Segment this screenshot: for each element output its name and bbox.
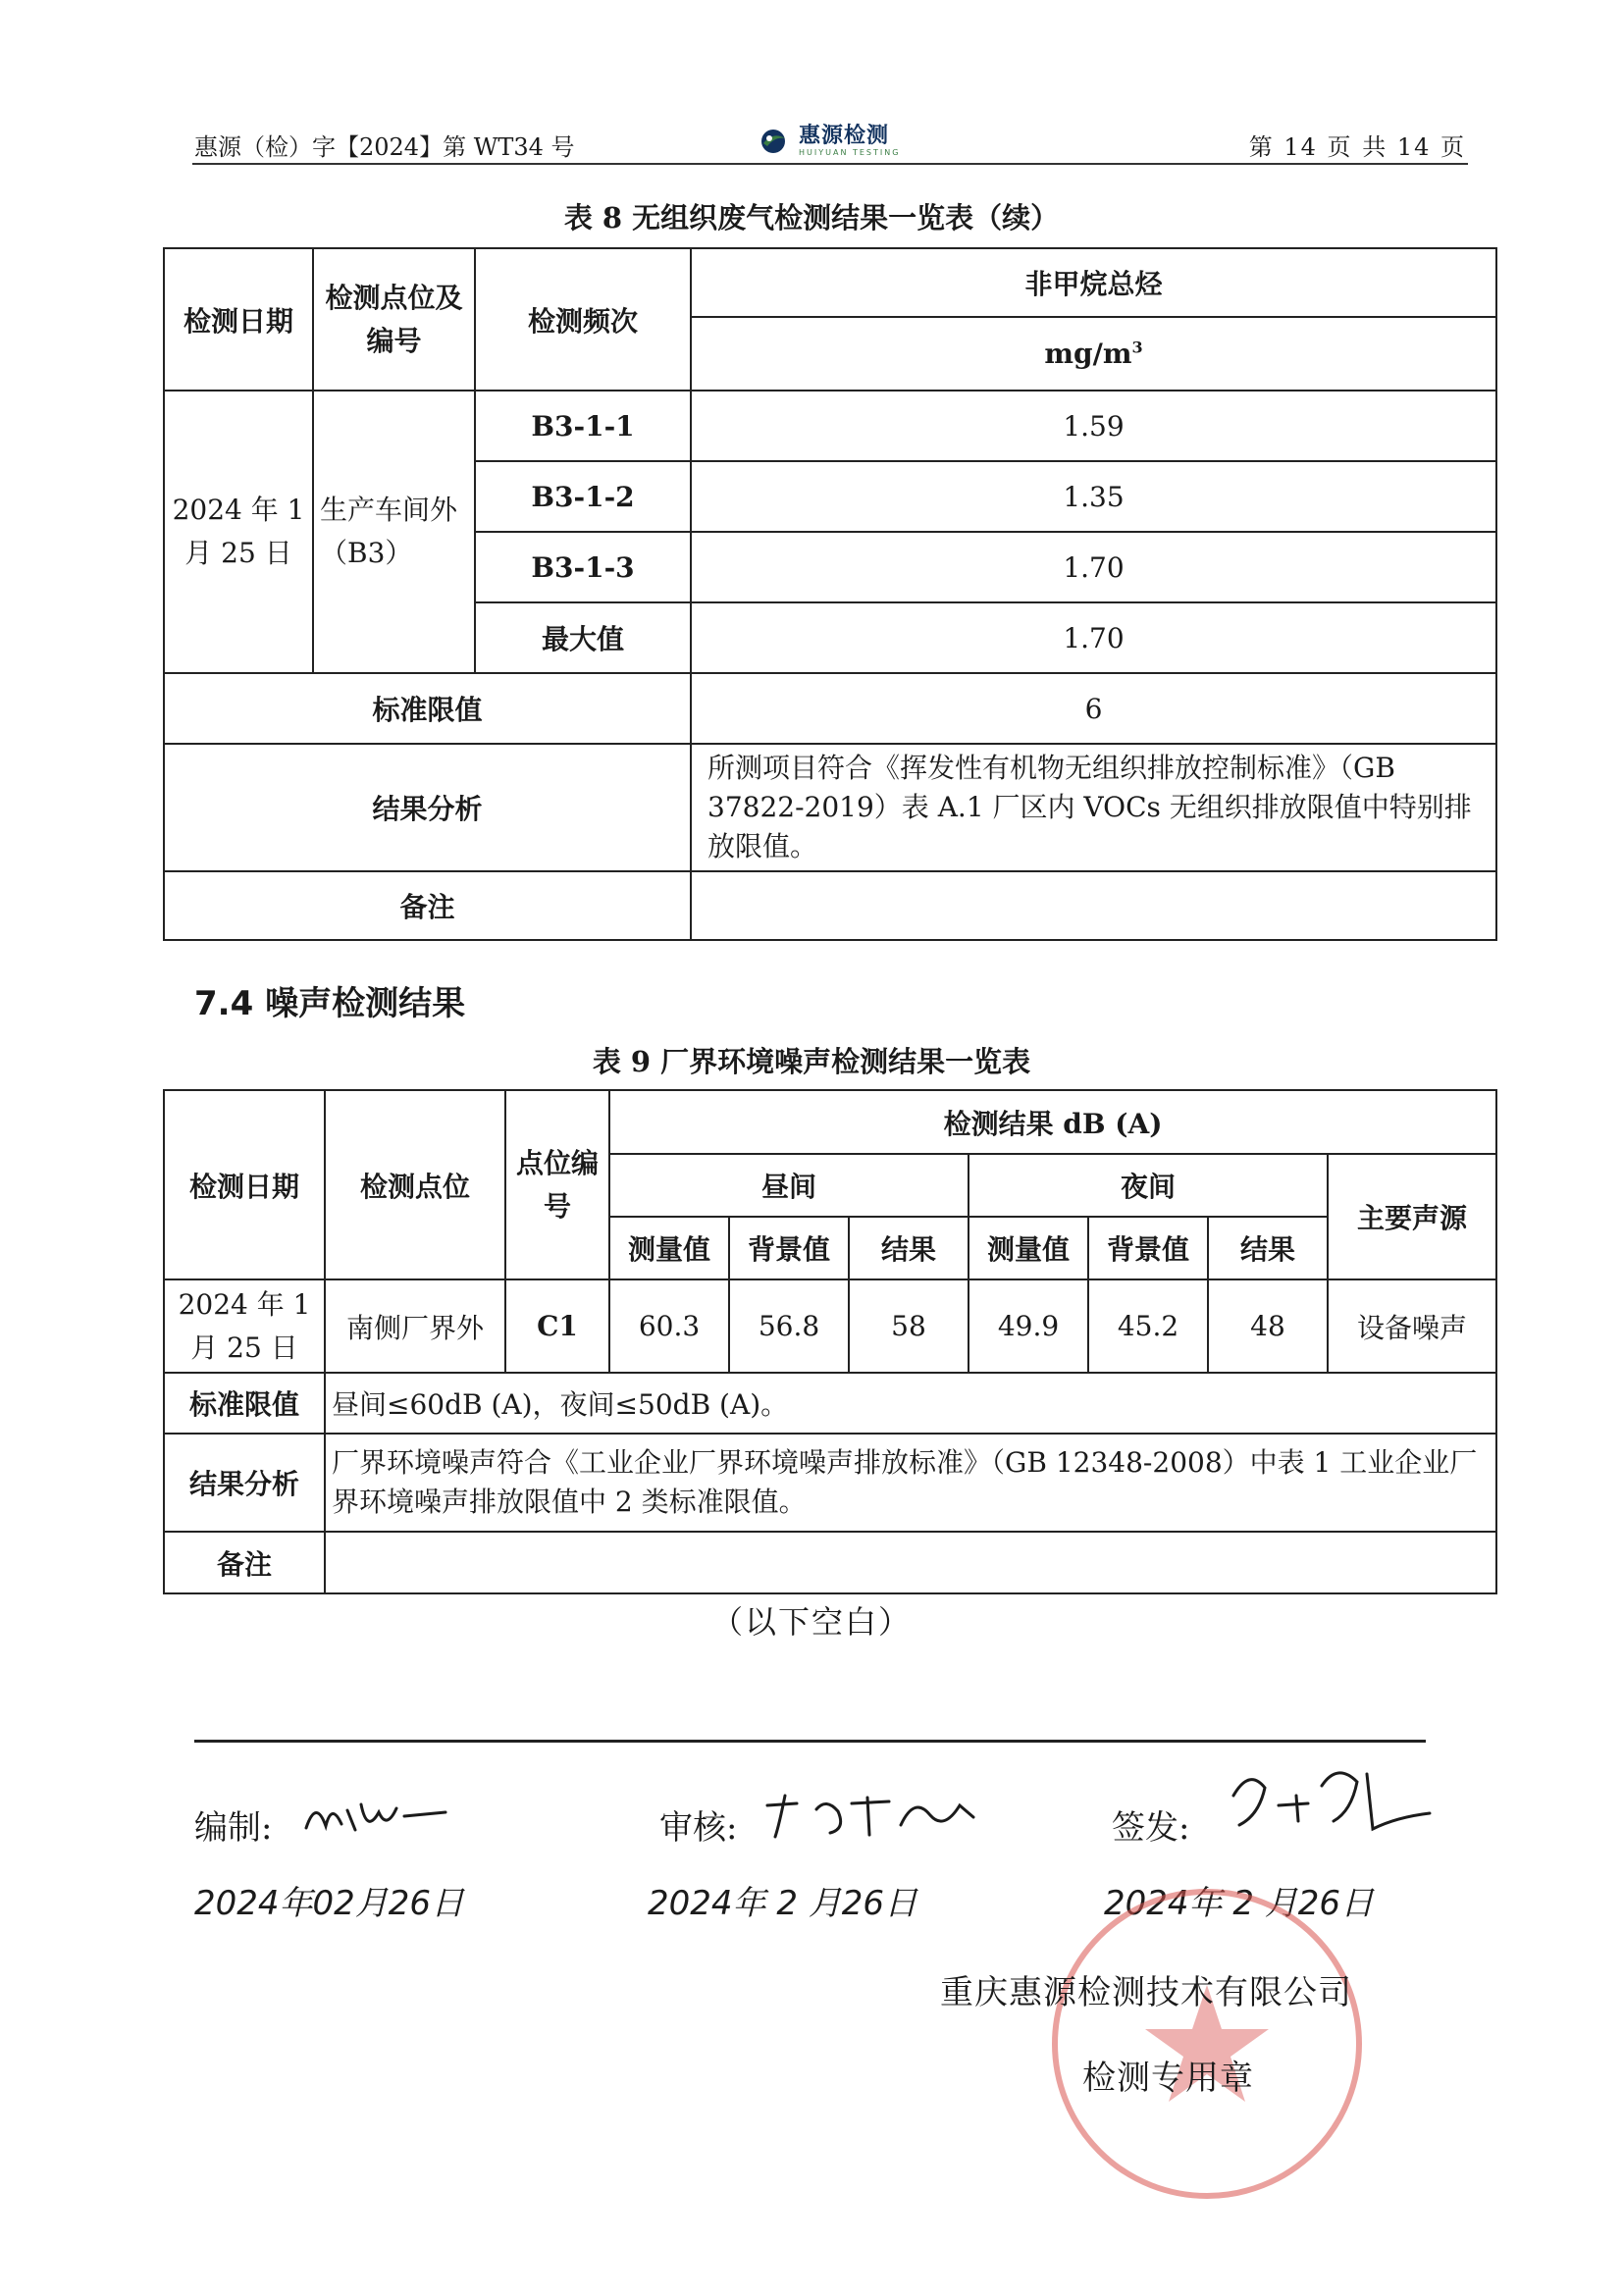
t9-night-measured-h: 测量值 <box>969 1217 1088 1279</box>
t9-day-result: 58 <box>849 1279 969 1373</box>
t9-code: C1 <box>505 1279 609 1373</box>
blank-note: （以下空白） <box>710 1603 912 1641</box>
t8-value-2: 1.35 <box>691 461 1496 532</box>
seal-label: 检测专用章 <box>1082 2059 1254 2098</box>
review-date: 2024年 2 月26日 <box>648 1884 918 1923</box>
t8-col-date: 检测日期 <box>164 248 313 391</box>
table9-caption: 表 9 厂界环境噪声检测结果一览表 <box>592 1045 1031 1078</box>
t9-night-result: 48 <box>1208 1279 1328 1373</box>
t9-night-measured: 49.9 <box>969 1279 1088 1373</box>
t9-col-source: 主要声源 <box>1328 1154 1496 1279</box>
t9-std-label: 标准限值 <box>164 1373 325 1434</box>
section-title: 7.4 噪声检测结果 <box>194 984 466 1023</box>
compile-label: 编制: <box>194 1808 273 1848</box>
t9-night-result-h: 结果 <box>1208 1217 1328 1279</box>
t9-std-value: 昼间≤60dB (A)，夜间≤50dB (A)。 <box>325 1373 1496 1434</box>
t9-col-date: 检测日期 <box>164 1090 325 1279</box>
t8-unit-sup: 3 <box>1131 338 1143 357</box>
t9-col-point: 检测点位 <box>325 1090 505 1279</box>
table8-caption: 表 8 无组织废气检测结果一览表（续） <box>563 201 1060 235</box>
t8-remark-value <box>691 871 1496 940</box>
t9-analysis-label: 结果分析 <box>164 1434 325 1532</box>
compiler-signature <box>302 1791 449 1845</box>
t8-analysis-text: 所测项目符合《挥发性有机物无组织排放控制标准》（GB 37822-2019）表 A.1 厂区内 VOCs 无组织排放限值中特别排放限值。 <box>691 744 1496 871</box>
t9-day-measured-h: 测量值 <box>609 1217 729 1279</box>
t8-value-max: 1.70 <box>691 602 1496 673</box>
t8-freq-3: B3-1-3 <box>475 532 691 602</box>
t9-night-background-h: 背景值 <box>1088 1217 1208 1279</box>
t9-date: 2024 年 1 月 25 日 <box>164 1279 325 1373</box>
table9 <box>163 1089 1497 1594</box>
t9-col-code: 点位编号 <box>505 1090 609 1279</box>
t9-day-background: 56.8 <box>729 1279 849 1373</box>
review-label: 审核: <box>659 1808 738 1848</box>
t8-remark-label: 备注 <box>164 871 691 940</box>
t9-source: 设备噪声 <box>1328 1279 1496 1373</box>
issuer-signature <box>1220 1756 1445 1845</box>
t8-col-point: 检测点位及编号 <box>313 248 475 391</box>
t9-point: 南侧厂界外 <box>325 1279 505 1373</box>
logo-name: 惠源检测 <box>799 124 890 148</box>
company-logo <box>756 126 900 157</box>
t8-point: 生产车间外（B3） <box>313 391 475 673</box>
t9-remark-label: 备注 <box>164 1532 325 1593</box>
report-number: 惠源（检）字【2024】第 WT34 号 <box>194 133 575 161</box>
signature-divider <box>194 1740 1426 1743</box>
t9-remark-value <box>325 1532 1496 1593</box>
t8-analysis-label: 结果分析 <box>164 744 691 871</box>
t8-value-1: 1.59 <box>691 391 1496 461</box>
t9-day-result-h: 结果 <box>849 1217 969 1279</box>
t9-day-measured: 60.3 <box>609 1279 729 1373</box>
company-name: 重庆惠源检测技术有限公司 <box>940 1973 1352 2012</box>
t8-freq-2: B3-1-2 <box>475 461 691 532</box>
t9-night-background: 45.2 <box>1088 1279 1208 1373</box>
logo-icon <box>756 127 791 156</box>
t9-analysis-text: 厂界环境噪声符合《工业企业厂界环境噪声排放标准》（GB 12348-2008）中表 1 工业企业厂界环境噪声排放限值中 2 类标准限值。 <box>325 1434 1496 1532</box>
t8-std-value: 6 <box>691 673 1496 744</box>
t8-col-unit <box>691 317 1496 391</box>
t9-col-result: 检测结果 dB (A) <box>609 1090 1496 1154</box>
table8 <box>163 247 1497 941</box>
header-divider <box>192 163 1468 165</box>
company-seal <box>1045 1882 1369 2206</box>
issue-label: 签发: <box>1112 1808 1190 1848</box>
t8-col-param: 非甲烷总烃 <box>691 248 1496 317</box>
t9-col-night: 夜间 <box>969 1154 1328 1217</box>
t9-day-background-h: 背景值 <box>729 1217 849 1279</box>
t8-freq-max: 最大值 <box>475 602 691 673</box>
issue-date: 2024年 2 月26日 <box>1104 1884 1375 1923</box>
t8-date: 2024 年 1 月 25 日 <box>164 391 313 673</box>
t8-value-3: 1.70 <box>691 532 1496 602</box>
page-number: 第 14 页 共 14 页 <box>1248 133 1466 161</box>
t8-col-freq: 检测频次 <box>475 248 691 391</box>
t8-std-label: 标准限值 <box>164 673 691 744</box>
compile-date: 2024年02月26日 <box>194 1884 465 1923</box>
t8-unit-base: mg/m <box>1044 338 1132 370</box>
t8-freq-1: B3-1-1 <box>475 391 691 461</box>
logo-name-en: HUIYUAN TESTING <box>799 148 901 157</box>
t9-col-day: 昼间 <box>609 1154 969 1217</box>
reviewer-signature <box>758 1786 983 1845</box>
